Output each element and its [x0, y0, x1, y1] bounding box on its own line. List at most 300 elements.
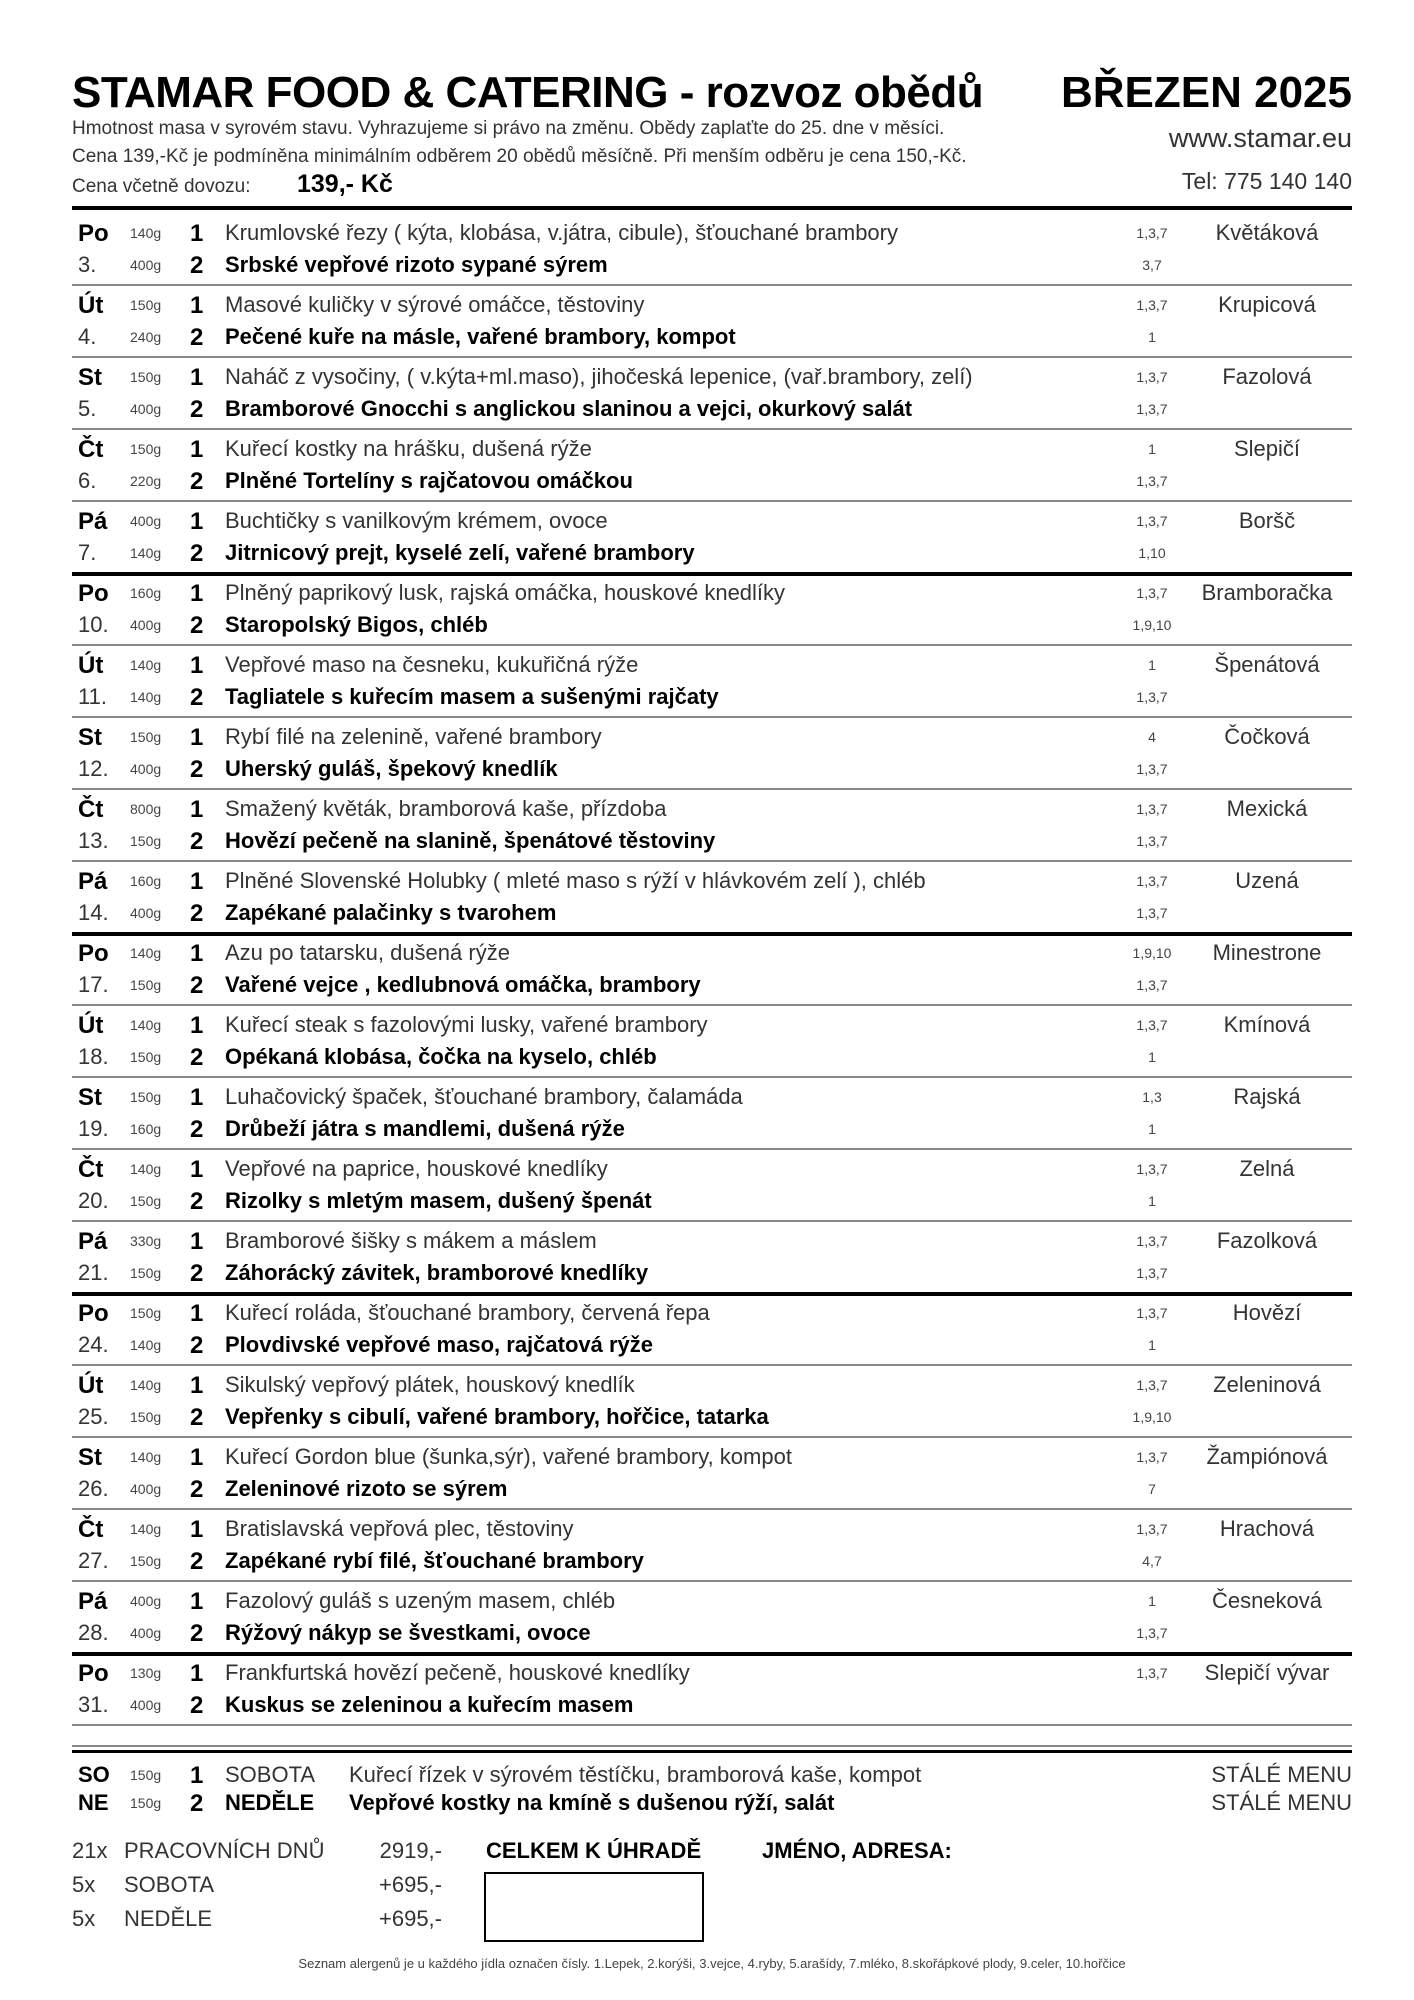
meal-weight: 150g [130, 1265, 162, 1281]
week-divider [72, 1724, 1352, 1726]
meal-weight: 400g [130, 761, 162, 777]
meal-weight: 800g [130, 801, 162, 817]
weekday: Út [78, 652, 104, 679]
date: 31. [78, 1692, 109, 1717]
meal-weight: 140g [130, 689, 162, 705]
allergens: 1,3,7 [1136, 1377, 1168, 1393]
weekday: Po [78, 1300, 109, 1327]
weekday: Po [78, 1660, 109, 1687]
date: 6. [78, 468, 97, 493]
soup-of-day: Boršč [1238, 508, 1296, 533]
meal-weight: 400g [130, 1625, 162, 1641]
soup-of-day: Zeleninová [1213, 1372, 1321, 1397]
meal-number: 1 [190, 580, 204, 607]
meal-dish: Vařené vejce , kedlubnová omáčka, brambory [225, 972, 701, 997]
date: 21. [78, 1260, 109, 1285]
meal-dish: Kuřecí kostky na hrášku, dušená rýže [225, 436, 592, 461]
meal-number: 1 [190, 1444, 204, 1471]
weekday: Út [78, 1012, 104, 1039]
meal-dish: Vepřové na paprice, houskové knedlíky [225, 1156, 608, 1181]
meal-number: 1 [190, 724, 204, 751]
weekday: St [78, 724, 102, 751]
meal-dish: Rýžový nákyp se švestkami, ovoce [225, 1620, 591, 1645]
weekday: Čt [78, 796, 104, 823]
meal-dish: Zeleninové rizoto se sýrem [225, 1476, 508, 1501]
allergens: 1,3,7 [1136, 1161, 1168, 1177]
price-label: Cena včetně dovozu: [72, 176, 251, 197]
meal-weight: 150g [130, 1193, 162, 1209]
meal-weight: 150g [130, 729, 162, 745]
meal-row-1 [72, 652, 1352, 684]
weekend-row-saturday [72, 1762, 1352, 1792]
meal-dish: Pečené kuře na másle, vařené brambory, kompot [225, 324, 736, 349]
meal-dish: Fazolový guláš s uzeným masem, chléb [225, 1588, 616, 1613]
meal-number: 2 [190, 1044, 204, 1071]
meal-row-1 [72, 940, 1352, 972]
meal-number: 2 [190, 1548, 204, 1575]
meal-weight: 150g [130, 1049, 162, 1065]
meal-row-2 [72, 468, 1352, 500]
summary-amount: +695,- [379, 1906, 442, 1931]
weekday: St [78, 1444, 102, 1471]
weekday: St [78, 1084, 102, 1111]
meal-row-2 [72, 540, 1352, 572]
meal-number: 2 [190, 396, 204, 423]
meal-number: 1 [190, 1300, 204, 1327]
meal-number: 2 [190, 900, 204, 927]
total-label: CELKEM K ÚHRADĚ [486, 1838, 702, 1863]
meal-weight: 140g [130, 1337, 162, 1353]
soup-of-day: Hovězí [1232, 1300, 1302, 1325]
meal-number: 1 [190, 1084, 204, 1111]
meal-row-1 [72, 1372, 1352, 1404]
meal-row-2 [72, 1044, 1352, 1076]
meal-dish: Plovdivské vepřové maso, rajčatová rýže [225, 1332, 654, 1357]
date: 17. [78, 972, 109, 997]
meal-number: 1 [190, 652, 204, 679]
allergens: 1,3,7 [1136, 977, 1168, 993]
meal-weight: 400g [130, 257, 162, 273]
meal-number: 2 [190, 1260, 204, 1287]
menu-day [72, 430, 1352, 502]
meal-row-1 [72, 1084, 1352, 1116]
meal-weight: 130g [130, 1665, 162, 1681]
meal-row-2 [72, 1188, 1352, 1220]
menu-day [72, 1294, 1352, 1366]
meal-number: 2 [190, 1692, 204, 1719]
date: 25. [78, 1404, 109, 1429]
allergens: 1,3,7 [1136, 761, 1168, 777]
meal-weight: 140g [130, 545, 162, 561]
summary-count: 5x [72, 1906, 96, 1931]
meal-row-2 [72, 1548, 1352, 1580]
allergens: 1 [1148, 441, 1156, 457]
weekday: Čt [78, 436, 104, 463]
weekend-divider [72, 1750, 1352, 1753]
meal-dish: Srbské vepřové rizoto sypané sýrem [225, 252, 608, 277]
allergens: 1 [1148, 1121, 1156, 1137]
menu-day [72, 862, 1352, 934]
menu-day [72, 1150, 1352, 1222]
allergens: 1 [1148, 329, 1156, 345]
meal-row-2 [72, 612, 1352, 644]
meal-row-1 [72, 1660, 1352, 1692]
weekday: Út [78, 1372, 104, 1399]
meal-dish: Rybí filé na zelenině, vařené brambory [225, 724, 602, 749]
soup-of-day: Mexická [1226, 796, 1308, 821]
meal-weight: 400g [130, 401, 162, 417]
soup-of-day: Bramboračka [1201, 580, 1333, 605]
weekday: Pá [78, 1228, 108, 1255]
meal-row-2 [72, 900, 1352, 932]
date: 24. [78, 1332, 109, 1357]
soup-of-day: Uzená [1235, 868, 1299, 893]
meal-number: 2 [190, 756, 204, 783]
meal-dish: Bramborové šišky s mákem a máslem [225, 1228, 597, 1253]
meal-row-1 [72, 364, 1352, 396]
meal-dish: Záhorácký závitek, bramborové knedlíky [225, 1260, 649, 1285]
soup-of-day: Květáková [1215, 220, 1319, 245]
allergens: 7 [1148, 1481, 1156, 1497]
meal-number: 2 [190, 540, 204, 567]
allergens: 1 [1148, 657, 1156, 673]
meal-weight: 400g [130, 617, 162, 633]
date: 10. [78, 612, 109, 637]
allergens: 1,3,7 [1136, 369, 1168, 385]
soup-of-day: Žampiónová [1206, 1444, 1328, 1469]
menu-day [72, 358, 1352, 430]
meal-weight: 150g [130, 1089, 162, 1105]
meal-weight: 150g [130, 1305, 162, 1321]
meal-row-1 [72, 1156, 1352, 1188]
meal-weight: 150g [130, 1409, 162, 1425]
meal-row-2 [72, 684, 1352, 716]
meal-number: 1 [190, 1762, 204, 1789]
allergens: 1,3,7 [1136, 1625, 1168, 1641]
meal-number: 1 [190, 796, 204, 823]
meal-weight: 150g [130, 441, 162, 457]
meal-row-1 [72, 508, 1352, 540]
allergens: 1,3,7 [1136, 801, 1168, 817]
soup-of-day: Slepičí [1233, 436, 1301, 461]
website-link[interactable]: www.stamar.eu [1168, 123, 1352, 153]
meal-row-2 [72, 1692, 1352, 1724]
meal-dish: Plněné Tortelíny s rajčatovou omáčkou [225, 468, 633, 493]
meal-row-1 [72, 1588, 1352, 1620]
summary-label: NEDĚLE [124, 1906, 213, 1931]
meal-dish: Naháč z vysočiny, ( v.kýta+ml.maso), jihočeská lepenice, (vař.brambory, zelí) [225, 364, 973, 389]
allergen-legend: Seznam alergenů je u každého jídla označen čísly. 1.Lepek, 2.korýši, 3.vejce, 4.ryby, 5.arašídy, 7.mléko, 8.skořápkové plody, 9.celer, 10.hořčice [298, 1956, 1126, 1971]
meal-weight: 400g [130, 1697, 162, 1713]
date: 20. [78, 1188, 109, 1213]
meal-dish: Azu po tatarsku, dušená rýže [225, 940, 510, 965]
meal-row-1 [72, 580, 1352, 612]
allergens: 4 [1148, 729, 1156, 745]
weekend-code: NE [78, 1790, 109, 1815]
meal-number: 2 [190, 1404, 204, 1431]
soup-of-day: Špenátová [1214, 652, 1320, 677]
meal-row-2 [72, 1332, 1352, 1364]
meal-dish: Krumlovské řezy ( kýta, klobása, v.játra, cibule), šťouchané brambory [225, 220, 898, 245]
meal-weight: 240g [130, 329, 162, 345]
meal-number: 2 [190, 612, 204, 639]
meal-dish: Luhačovický špaček, šťouchané brambory, čalamáda [225, 1084, 743, 1109]
meal-number: 1 [190, 508, 204, 535]
meal-row-2 [72, 756, 1352, 788]
meal-number: 1 [190, 436, 204, 463]
weekday: Čt [78, 1516, 104, 1543]
allergens: 1 [1148, 1049, 1156, 1065]
weekend-code: SO [78, 1762, 110, 1787]
meal-dish: Rizolky s mletým masem, dušený špenát [225, 1188, 652, 1213]
meal-row-2 [72, 1476, 1352, 1508]
allergens: 1,3,7 [1136, 873, 1168, 889]
allergens: 1,3,7 [1136, 1521, 1168, 1537]
meal-number: 2 [190, 1476, 204, 1503]
date: 4. [78, 324, 97, 349]
meal-dish: Jitrnicový prejt, kyselé zelí, vařené brambory [225, 540, 695, 565]
date: 3. [78, 252, 97, 277]
date: 26. [78, 1476, 109, 1501]
menu-day [72, 934, 1352, 1006]
meal-number: 1 [190, 1012, 204, 1039]
weekday: Pá [78, 1588, 108, 1615]
soup-of-day: Fazolová [1222, 364, 1312, 389]
meal-dish: Smažený květák, bramborová kaše, přízdoba [225, 796, 667, 821]
allergens: 1,3,7 [1136, 513, 1168, 529]
meal-dish: Drůbeží játra s mandlemi, dušená rýže [225, 1116, 625, 1141]
meal-weight: 400g [130, 1481, 162, 1497]
allergens: 1,3,7 [1136, 401, 1168, 417]
meal-weight: 160g [130, 1121, 162, 1137]
meal-dish: Zapékané rybí filé, šťouchané brambory [225, 1548, 644, 1573]
meal-number: 2 [190, 1116, 204, 1143]
meal-number: 1 [190, 1660, 204, 1687]
meal-row-1 [72, 1228, 1352, 1260]
menu-day [72, 1078, 1352, 1150]
meal-dish: Buchtičky s vanilkovým krémem, ovoce [225, 508, 608, 533]
meal-dish: Zapékané palačinky s tvarohem [225, 900, 557, 925]
meal-dish: Kuřecí Gordon blue (šunka,sýr), vařené brambory, kompot [225, 1444, 792, 1469]
date: 7. [78, 540, 97, 565]
meal-number: 1 [190, 220, 204, 247]
soup-of-day: Kmínová [1223, 1012, 1311, 1037]
menu-day [72, 790, 1352, 862]
soup-of-day: Zelná [1239, 1156, 1295, 1181]
meal-weight: 150g [130, 1795, 162, 1811]
soup-of-day: Česneková [1211, 1588, 1323, 1613]
meal-dish: Tagliatele s kuřecím masem a sušenými rajčaty [225, 684, 719, 709]
meal-row-2 [72, 396, 1352, 428]
header-divider [72, 206, 1352, 210]
meal-weight: 330g [130, 1233, 162, 1249]
meal-dish: Hovězí pečeně na slanině, špenátové těstoviny [225, 828, 716, 853]
meal-weight: 160g [130, 873, 162, 889]
meal-row-2 [72, 1404, 1352, 1436]
meal-number: 1 [190, 1228, 204, 1255]
soup-of-day: Minestrone [1212, 940, 1322, 965]
meal-dish: Frankfurtská hovězí pečeně, houskové knedlíky [225, 1660, 690, 1685]
meal-weight: 140g [130, 657, 162, 673]
note-line-2: Cena 139,-Kč je podmíněna minimálním odběrem 20 obědů měsíčně. Při menším odběru je cena 150,-Kč. [72, 146, 967, 167]
allergens: 1 [1148, 1593, 1156, 1609]
date: 18. [78, 1044, 109, 1069]
meal-number: 2 [190, 468, 204, 495]
meal-row-2 [72, 1260, 1352, 1292]
allergens: 4,7 [1142, 1553, 1162, 1569]
meal-dish: Bratislavská vepřová plec, těstoviny [225, 1516, 574, 1541]
meal-number: 1 [190, 1588, 204, 1615]
meal-number: 1 [190, 1156, 204, 1183]
meal-number: 1 [190, 868, 204, 895]
soup-of-day: Fazolková [1216, 1228, 1318, 1253]
allergens: 1,3,7 [1136, 1305, 1168, 1321]
soup-of-day: Čočková [1224, 724, 1310, 749]
menu-day [72, 718, 1352, 790]
name-address-label: JMÉNO, ADRESA: [762, 1838, 952, 1863]
meal-weight: 150g [130, 833, 162, 849]
menu-day [72, 1366, 1352, 1438]
allergens: 1,9,10 [1132, 617, 1172, 633]
meal-weight: 140g [130, 945, 162, 961]
meal-weight: 140g [130, 225, 162, 241]
meal-number: 1 [190, 1372, 204, 1399]
meal-row-1 [72, 796, 1352, 828]
soup-of-day: Krupicová [1218, 292, 1316, 317]
meal-weight: 400g [130, 905, 162, 921]
meal-number: 2 [190, 684, 204, 711]
meal-weight: 150g [130, 297, 162, 313]
allergens: 1,9,10 [1132, 1409, 1172, 1425]
date: 5. [78, 396, 97, 421]
meal-weight: 140g [130, 1521, 162, 1537]
date: 28. [78, 1620, 109, 1645]
menu-day [72, 1222, 1352, 1294]
meal-number: 2 [190, 1188, 204, 1215]
meal-weight: 140g [130, 1377, 162, 1393]
meal-dish: Kuřecí steak s fazolovými lusky, vařené brambory [225, 1012, 708, 1037]
weekday: St [78, 364, 102, 391]
menu-day [72, 1006, 1352, 1078]
summary-count: 5x [72, 1872, 96, 1897]
allergens: 1,3,7 [1136, 905, 1168, 921]
weekday: Po [78, 940, 109, 967]
meal-dish: Plněný paprikový lusk, rajská omáčka, houskové knedlíky [225, 580, 786, 605]
meal-dish: Vepřové kostky na kmíně s dušenou rýží, salát [349, 1790, 835, 1815]
meal-dish: Kuřecí řízek v sýrovém těstíčku, bramborová kaše, kompot [349, 1762, 922, 1787]
meal-weight: 150g [130, 1767, 162, 1783]
date: 19. [78, 1116, 109, 1141]
summary-label: SOBOTA [124, 1872, 215, 1897]
page-title: STAMAR FOOD & CATERING - rozvoz obědů [72, 68, 984, 117]
meal-row-2 [72, 1116, 1352, 1148]
weekday: Po [78, 580, 109, 607]
permanent-menu-label: STÁLÉ MENU [1211, 1790, 1352, 1815]
meal-weight: 220g [130, 473, 162, 489]
soup-of-day: Hrachová [1219, 1516, 1315, 1541]
permanent-menu-label: STÁLÉ MENU [1211, 1762, 1352, 1787]
menu-day [72, 1438, 1352, 1510]
meal-row-2 [72, 972, 1352, 1004]
phone-number: Tel: 775 140 140 [1181, 168, 1352, 194]
meal-weight: 150g [130, 977, 162, 993]
summary-label: PRACOVNÍCH DNŮ [124, 1838, 325, 1863]
meal-row-1 [72, 220, 1352, 252]
allergens: 1,3,7 [1136, 1233, 1168, 1249]
summary-amount: 2919,- [379, 1838, 442, 1863]
meal-weight: 400g [130, 513, 162, 529]
meal-number: 1 [190, 364, 204, 391]
allergens: 1,3,7 [1136, 473, 1168, 489]
allergens: 1 [1148, 1337, 1156, 1353]
allergens: 1,3,7 [1136, 1017, 1168, 1033]
meal-number: 2 [190, 1332, 204, 1359]
meal-dish: Staropolský Bigos, chléb [225, 612, 488, 637]
allergens: 1,3,7 [1136, 225, 1168, 241]
weekday: Čt [78, 1156, 104, 1183]
meal-row-2 [72, 324, 1352, 356]
meal-dish: Sikulský vepřový plátek, houskový knedlík [225, 1372, 635, 1397]
date: 11. [78, 684, 107, 709]
date: 14. [78, 900, 109, 925]
meal-number: 2 [190, 1620, 204, 1647]
meal-number: 2 [190, 324, 204, 351]
meal-row-2 [72, 252, 1352, 284]
meal-dish: Kuřecí roláda, šťouchané brambory, červená řepa [225, 1300, 710, 1325]
allergens: 1,3,7 [1136, 297, 1168, 313]
meal-weight: 140g [130, 1449, 162, 1465]
meal-dish: Uherský guláš, špekový knedlík [225, 756, 558, 781]
meal-number: 1 [190, 292, 204, 319]
meal-dish: Masové kuličky v sýrové omáčce, těstoviny [225, 292, 645, 317]
weekday: Po [78, 220, 109, 247]
allergens: 1,10 [1138, 545, 1166, 561]
meal-row-1 [72, 724, 1352, 756]
meal-weight: 140g [130, 1017, 162, 1033]
menu-day [72, 1510, 1352, 1582]
meal-row-1 [72, 1300, 1352, 1332]
weekday: Pá [78, 508, 108, 535]
meal-row-2 [72, 828, 1352, 860]
meal-weight: 150g [130, 1553, 162, 1569]
meal-row-1 [72, 1516, 1352, 1548]
soup-of-day: Rajská [1233, 1084, 1301, 1109]
allergens: 1,9,10 [1132, 945, 1172, 961]
meal-number: 2 [190, 972, 204, 999]
meal-row-1 [72, 1012, 1352, 1044]
allergens: 1,3,7 [1136, 689, 1168, 705]
weekend-label: NEDĚLE [225, 1790, 315, 1815]
menu-day [72, 1654, 1352, 1726]
weekend-divider-top [72, 1745, 1352, 1747]
total-input-box[interactable] [484, 1872, 704, 1942]
allergens: 1 [1148, 1193, 1156, 1209]
weekend-row-sunday [72, 1790, 1352, 1820]
meal-dish: Opékaná klobása, čočka na kyselo, chléb [225, 1044, 657, 1069]
meal-dish: Vepřenky s cibulí, vařené brambory, hořčice, tatarka [225, 1404, 769, 1429]
meal-row-1 [72, 868, 1352, 900]
meal-row-1 [72, 1444, 1352, 1476]
menu-day [72, 214, 1352, 286]
date: 27. [78, 1548, 109, 1573]
menu-day [72, 1582, 1352, 1654]
menu-day [72, 286, 1352, 358]
meal-dish: Bramborové Gnocchi s anglickou slaninou a vejci, okurkový salát [225, 396, 913, 421]
menu-day [72, 574, 1352, 646]
allergens: 1,3,7 [1136, 1265, 1168, 1281]
meal-number: 1 [190, 1516, 204, 1543]
allergens: 1,3,7 [1136, 585, 1168, 601]
